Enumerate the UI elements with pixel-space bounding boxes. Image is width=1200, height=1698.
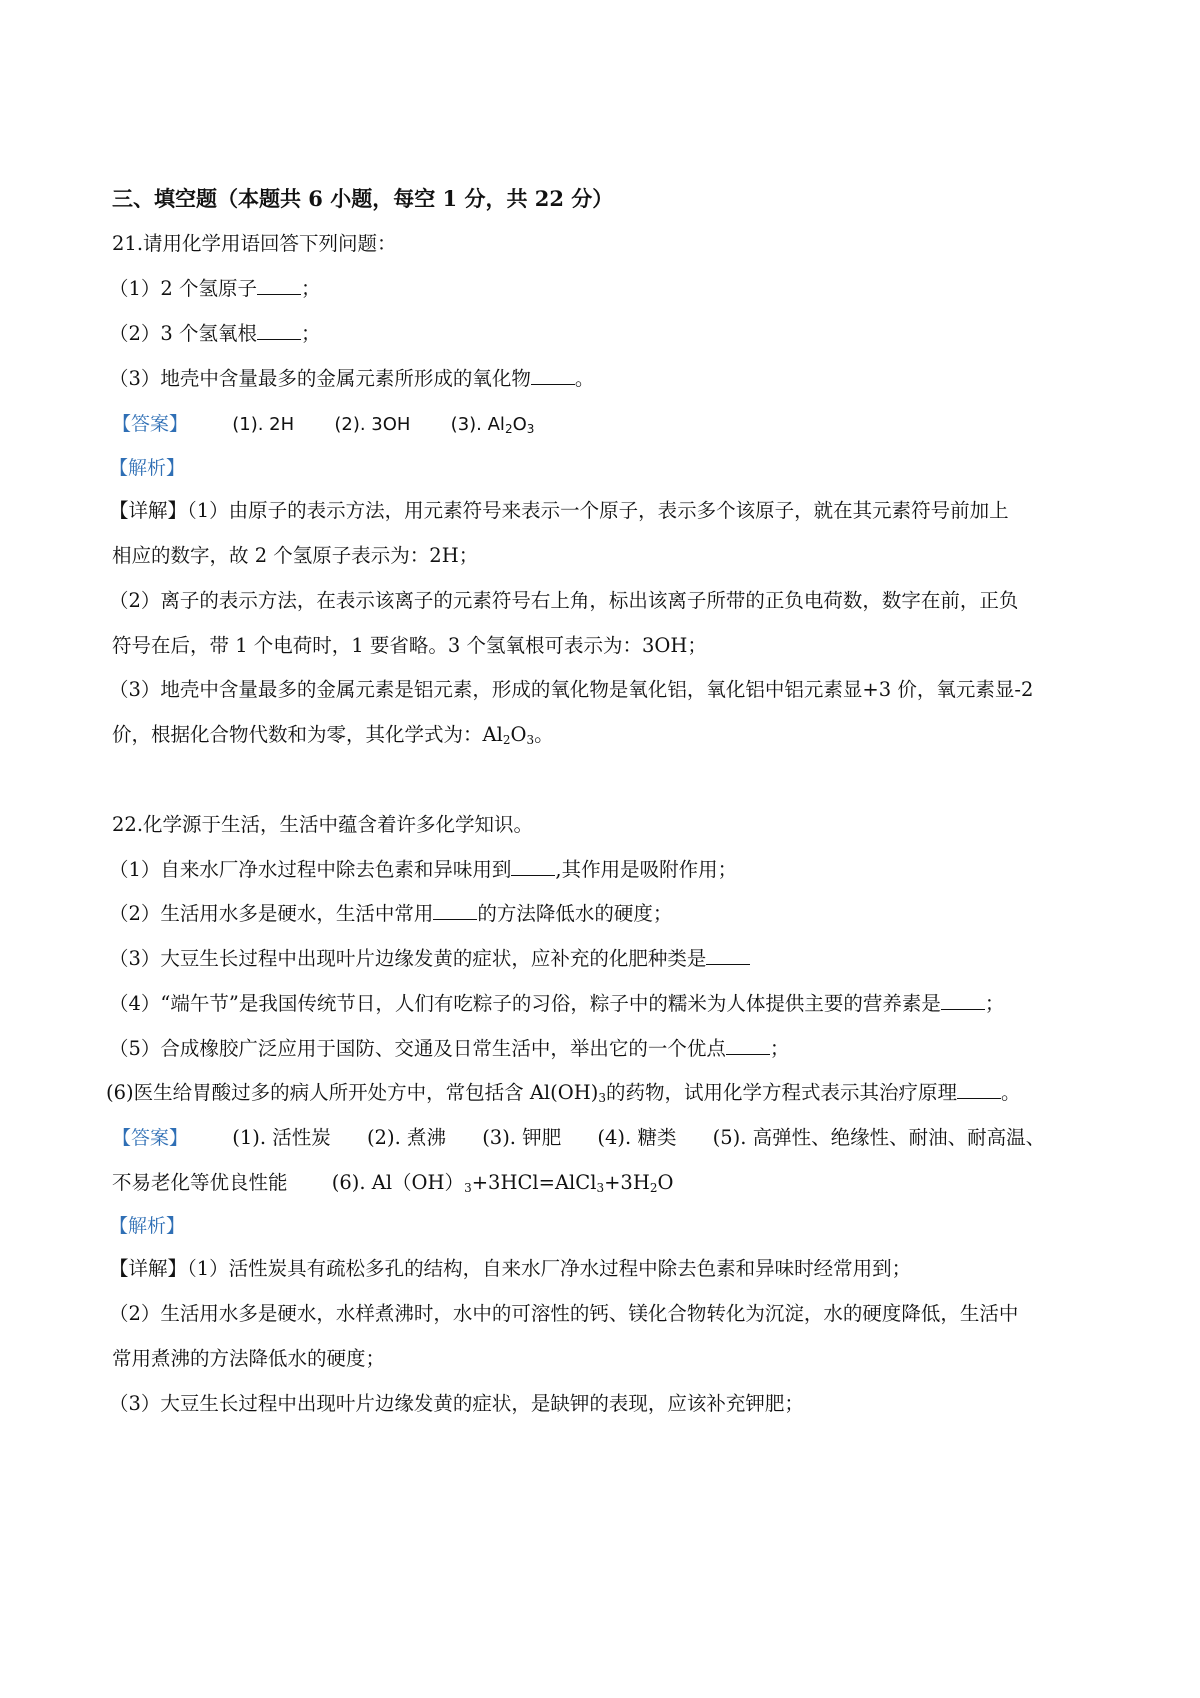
- answer-blank: [941, 991, 985, 1010]
- answer-blank: [257, 321, 301, 340]
- q21-detail-line-3: （2）离子的表示方法，在表示该离子的元素符号右上角，标出该离子所带的正负电荷数，数字在前，正负: [109, 589, 1019, 612]
- q21-part-2: （2）3 个氢氧根 ；: [109, 322, 321, 345]
- answer-blank: [433, 901, 477, 920]
- q22-part-6: (6)医生给胃酸过多的病人所开处方中，常包括含 $Al(OH)_3$的药物，试用化学方程式表示其治疗原理 。: [106, 1081, 1021, 1105]
- q22-answer-5-cont: 不易老化等优良性能: [112, 1171, 288, 1194]
- q22-part-1: （1）自来水厂净水过程中除去色素和异味用到 ,其作用是吸附作用；: [109, 858, 738, 881]
- answer-tag: 【答案】: [112, 1127, 189, 1149]
- q22-answer-5: (5). 高弹性、绝缘性、耐油、耐高温、: [712, 1126, 1046, 1149]
- q22-part-4: （4）“端午节”是我国传统节日，人们有吃粽子的习俗，粽子中的糯米为人体提供主要的营养素是 ；: [109, 992, 1005, 1015]
- q22-answer-3: (3). 钾肥: [482, 1126, 562, 1149]
- q21-part-1: （1）2 个氢原子 ；: [109, 277, 321, 300]
- q22-detail-line-1: 【详解】（1）活性炭具有疏松多孔的结构，自来水厂净水过程中除去色素和异味时经常用到；: [109, 1257, 912, 1280]
- answer-blank: [957, 1080, 1001, 1099]
- analysis-tag: 【解析】: [109, 1215, 186, 1237]
- q21-answer-1: (1). 2H: [232, 414, 295, 435]
- q21-detail-line-1: 【详解】（1）由原子的表示方法，用元素符号来表示一个原子，表示多个该原子，就在其元素符号前加上: [109, 499, 1009, 522]
- q21-detail-line-5: （3）地壳中含量最多的金属元素是铝元素，形成的氧化物是氧化铝，氧化铝中铝元素显+3 价，氧元素显-2: [109, 678, 1034, 701]
- q22-detail-line-3: 常用煮沸的方法降低水的硬度；: [112, 1347, 386, 1370]
- q21-part-3: （3）地壳中含量最多的金属元素所形成的氧化物 。: [109, 367, 595, 390]
- q22-part-2: （2）生活用水多是硬水，生活中常用 的方法降低水的硬度；: [109, 902, 673, 925]
- q21-detail-line-2: 相应的数字，故 2 个氢原子表示为：2H；: [112, 544, 479, 567]
- q22-part-3: （3）大豆生长过程中出现叶片边缘发黄的症状，应补充的化肥种类是: [109, 946, 750, 972]
- q22-answer-1: (1). 活性炭: [232, 1126, 331, 1149]
- section-heading: 三、填空题（本题共 6 小题，每空 1 分，共 22 分）: [112, 186, 614, 211]
- q22-answer-row: [112, 1125, 1045, 1151]
- q21-detail-line-4: 符号在后，带 1 个电荷时，1 要省略。3 个氢氧根可表示为：3OH；: [112, 634, 707, 657]
- answer-tag: 【答案】: [112, 413, 189, 435]
- q22-answer-row-2: [112, 1170, 673, 1196]
- q21-answer-row: [112, 411, 534, 438]
- q21-answer-3: (3). $Al_2O_3$: [450, 414, 535, 436]
- answer-blank: [257, 276, 301, 295]
- q22-detail-line-2: （2）生活用水多是硬水，水样煮沸时，水中的可溶性的钙、镁化合物转化为沉淀，水的硬度降低，生活中: [109, 1302, 1019, 1325]
- answer-blank: [531, 366, 575, 385]
- q21-detail-line-6: 价，根据化合物代数和为零，其化学式为：$Al_2O_3$。: [112, 723, 554, 747]
- q21-stem: 21.请用化学用语回答下列问题：: [112, 232, 397, 255]
- q22-part-5: （5）合成橡胶广泛应用于国防、交通及日常生活中，举出它的一个优点 ；: [109, 1037, 790, 1060]
- q22-stem: 22.化学源于生活，生活中蕴含着许多化学知识。: [112, 813, 534, 836]
- answer-blank: [706, 946, 750, 965]
- q22-answer-2: (2). 煮沸: [366, 1126, 446, 1149]
- analysis-tag: 【解析】: [109, 457, 186, 479]
- q21-answer-2: (2). 3OH: [334, 414, 411, 435]
- q22-answer-6: (6). $Al(OH)_3+3HCl=AlCl_3+3H_2O$: [331, 1171, 674, 1195]
- q22-detail-line-4: （3）大豆生长过程中出现叶片边缘发黄的症状，是缺钾的表现，应该补充钾肥；: [109, 1392, 804, 1415]
- answer-blank: [511, 857, 555, 876]
- q22-answer-4: (4). 糖类: [597, 1126, 677, 1149]
- answer-blank: [726, 1036, 770, 1055]
